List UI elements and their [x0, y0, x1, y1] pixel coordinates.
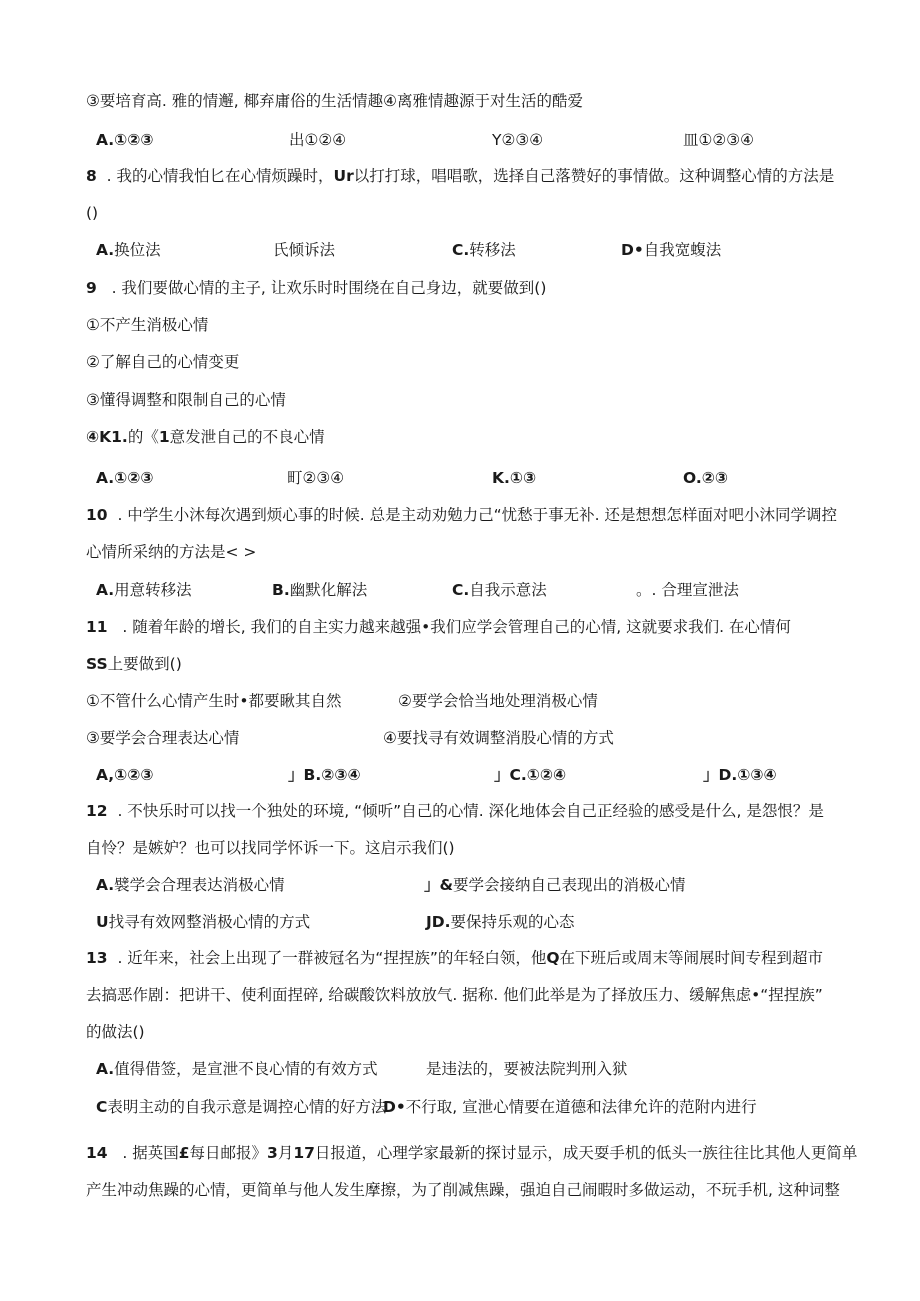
q7-option-d[interactable]: 皿①②③④: [683, 131, 755, 149]
q8-stem-cont: (): [86, 204, 99, 222]
q12-number: 12: [86, 802, 108, 820]
q7-option-c[interactable]: Y②③④: [492, 131, 544, 149]
q10-option-a[interactable]: A.用意转移法: [96, 581, 192, 599]
q9-item-3: ③懂得调整和限制自己的心情: [86, 391, 286, 409]
q12-option-c[interactable]: U找寻有效网整消极心情的方式: [96, 913, 311, 931]
q10-number: 10: [86, 506, 108, 524]
q13-stem-cont: 去搞恶作剧：把讲干、使利面捏碎, 给碳酸饮料放放气. 据称. 他们此举是为了择放压力、缓解焦虑•“捏捏族”: [86, 986, 823, 1004]
q11-item-2: ②要学会恰当地处理消极心情: [398, 692, 598, 710]
q11-item-3: ③要学会合理表达心情: [86, 729, 240, 747]
q13-option-c[interactable]: C表明主动的自我示意是调控心情的好方法: [96, 1098, 387, 1116]
q9-number: 9: [86, 279, 97, 297]
q10-stem-cont: 心情所采纳的方法是< >: [86, 543, 257, 561]
q12-stem: 12 . 不快乐时可以找一个独处的环境, “倾听”自己的心情. 深化地体会自己正经验的感受是什么, 是怨恨？是: [86, 802, 824, 820]
q8-option-a[interactable]: A.换位法: [96, 241, 161, 259]
q11-item-4: ④要找寻有效调整消股心情的方式: [383, 729, 614, 747]
q9-option-b[interactable]: 町②③④: [287, 469, 345, 487]
q9-option-d[interactable]: O.②③: [683, 469, 728, 487]
q12-stem-cont: 自怜？是嫉妒？也可以找同学怀诉一下。这启示我们(): [86, 839, 455, 857]
q9-stem: 9 . 我们要做心情的主子, 让欢乐时时围绕在自己身边，就要做到(): [86, 279, 547, 297]
q10-option-b[interactable]: B.幽默化解法: [272, 581, 368, 599]
q11-stem-cont: SS上要做到(): [86, 655, 182, 673]
q8-stem: 8 . 我的心情我怕匕在心情烦躁时，Ur以打打球，唱唱歌，选择自己落赞好的事情做。这种调整心情的方法是: [86, 167, 835, 185]
q9-option-a[interactable]: A.①②③: [96, 469, 154, 487]
q11-option-a[interactable]: A,①②③: [96, 766, 154, 784]
q7-tail-line: ③要培育高. 雅的情邂, 椰弃庸俗的生活情趣④离雅情趣源于对生活的酷爱: [86, 92, 584, 110]
q12-option-d[interactable]: JD.要保持乐观的心态: [426, 913, 575, 931]
q13-stem: 13 . 近年来，社会上出现了一群被冠名为“捏捏族”的年轻白领，他Q在下班后或周末等闹展时间专程到超市: [86, 949, 824, 967]
q11-item-1: ①不管什么心情产生时•都要瞅其自然: [86, 692, 342, 710]
q7-option-b[interactable]: 出①②④: [289, 131, 347, 149]
q11-option-d[interactable]: 」D.①③④: [703, 766, 777, 784]
q8-number: 8: [86, 167, 97, 185]
q9-item-4: ④K1.的《1意发泄自己的不良心情: [86, 428, 325, 446]
q14-stem-cont: 产生冲动焦躁的心情，更简单与他人发生摩擦，为了削减焦躁，强迫自己闹暇时多做运动，不玩手机, 这种词整: [86, 1181, 840, 1199]
q9-option-c[interactable]: K.①③: [492, 469, 537, 487]
q9-item-1: ①不产生消极心情: [86, 316, 209, 334]
q8-option-b[interactable]: 氏倾诉法: [273, 241, 336, 259]
q13-option-d[interactable]: D•不行取, 宣泄心情要在道德和法律允许的范附内进行: [383, 1098, 757, 1116]
q13-number: 13: [86, 949, 108, 967]
q10-option-c[interactable]: C.自我示意法: [452, 581, 547, 599]
q8-option-c[interactable]: C.转移法: [452, 241, 516, 259]
q13-option-a[interactable]: A.值得借签，是宣泄不良心情的有效方式: [96, 1060, 378, 1078]
q11-option-b[interactable]: 」B.②③④: [288, 766, 361, 784]
q7-option-a[interactable]: A.①②③: [96, 131, 154, 149]
q13-stem-cont-2: 的做法(): [86, 1023, 145, 1041]
q12-option-b[interactable]: 」&要学会接纳自己表现出的消极心情: [424, 876, 686, 894]
q10-stem: 10 . 中学生小沐每次遇到烦心事的时候. 总是主动劝勉力己“忧愁于事无补. 还是想想怎样面对吧小沐同学调控: [86, 506, 838, 524]
q8-option-d[interactable]: D•自我宽蝮法: [621, 241, 722, 259]
q12-option-a[interactable]: A.襞学会合理表达消极心情: [96, 876, 285, 894]
q11-stem: 11 . 随着年龄的增长, 我们的自主实力越来越强•我们应学会管理自己的心情, 这就要求我们. 在心情何: [86, 618, 791, 636]
q13-option-b[interactable]: 是违法的，要被法院判刑入狱: [426, 1060, 628, 1078]
q11-option-c[interactable]: 」C.①②④: [494, 766, 567, 784]
q10-option-d[interactable]: 。. 合理宣泄法: [636, 581, 739, 599]
q9-item-2: ②了解自己的心情变更: [86, 353, 240, 371]
q11-number: 11: [86, 618, 108, 636]
q14-stem: 14 . 据英国£每日邮报》3月17日报道，心理学家最新的探讨显示，成天耍手机的低头一族往往比其他人更简单: [86, 1144, 858, 1162]
q14-number: 14: [86, 1144, 108, 1162]
